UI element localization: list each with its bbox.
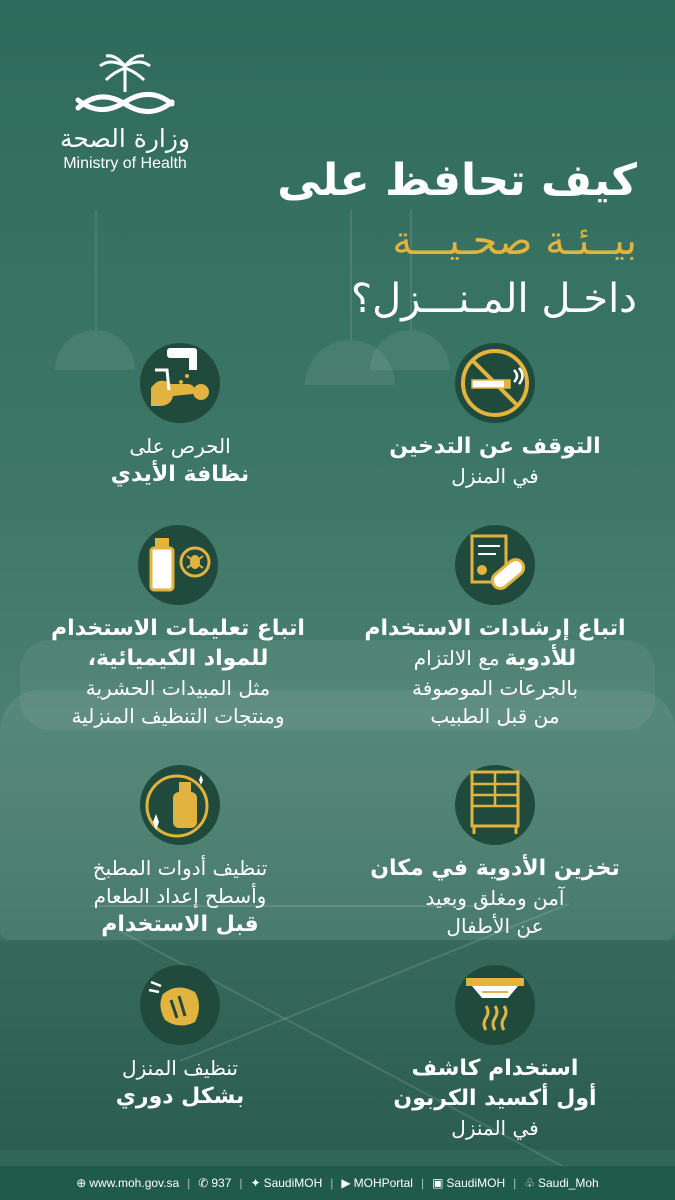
tip-text: من قبل الطبيب — [430, 704, 560, 728]
snapchat-icon: ♧ — [524, 1176, 535, 1190]
tip-chemicals — [18, 522, 338, 730]
cleaning-cloth-icon — [137, 962, 223, 1048]
tip-bold-text: نظافة الأيدي — [110, 462, 250, 487]
tip-text: بالجرعات الموصوفة — [411, 676, 579, 700]
ministry-logo — [40, 52, 210, 192]
tip-text: تنظيف أدوات المطبخ — [92, 856, 268, 880]
website-text: www.moh.gov.sa — [89, 1176, 180, 1190]
footer-youtube[interactable] — [341, 1176, 413, 1190]
tip-medicine-instructions — [345, 522, 645, 730]
tip-text: في المنزل — [451, 1116, 539, 1140]
footer-facebook[interactable] — [432, 1176, 505, 1190]
spray-insect-icon — [135, 522, 221, 608]
tip-text: مثل المبيدات الحشرية — [85, 676, 271, 700]
title-line-3: داخـل المـنـــزل؟ — [350, 276, 637, 322]
twitter-icon: ✦ — [250, 1176, 261, 1190]
divider: | — [187, 1176, 191, 1190]
saudi-emblem-icon — [70, 52, 180, 122]
tip-text: مع الالتزام — [413, 646, 500, 670]
tip-bold-text: أول أكسيد الكربون — [393, 1086, 597, 1111]
title-line-1: كيف تحافظ على — [277, 155, 637, 206]
facebook-icon: ▣ — [432, 1176, 444, 1190]
tip-hand-hygiene — [30, 340, 330, 490]
footer-snapchat[interactable] — [524, 1176, 598, 1190]
tip-text: في المنزل — [451, 464, 539, 488]
globe-icon: ⊕ — [76, 1176, 87, 1190]
tip-text: عن الأطفال — [446, 914, 544, 938]
divider: | — [330, 1176, 334, 1190]
tip-text: آمن ومغلق وبعيد — [425, 886, 565, 910]
title-line-2: بيــئـة صحـيـــة — [392, 218, 637, 264]
tip-text: وأسطح إعداد الطعام — [93, 884, 267, 908]
footer-twitter[interactable] — [251, 1176, 323, 1190]
tip-bold-text: قبل الاستخدام — [101, 912, 259, 937]
tip-bold-text: بشكل دوري — [115, 1084, 245, 1109]
youtube-text: MOHPortal — [353, 1176, 413, 1190]
tip-text: تنظيف المنزل — [122, 1056, 238, 1080]
pill-prescription-icon — [452, 522, 538, 608]
tip-bold-text: استخدام كاشف — [411, 1056, 579, 1081]
tip-text: الحرص على — [129, 434, 231, 458]
tip-bold-text: اتباع تعليمات الاستخدام — [51, 616, 305, 641]
page-title — [207, 150, 637, 328]
cleaning-bottle-icon — [137, 762, 223, 848]
footer-phone[interactable] — [198, 1176, 231, 1190]
logo-english-name: Ministry of Health — [63, 155, 187, 172]
no-smoking-icon — [452, 340, 538, 426]
tip-bold-text: اتباع إرشادات الاستخدام — [364, 616, 626, 641]
footer-contact-bar — [0, 1166, 675, 1200]
divider: | — [513, 1176, 517, 1190]
phone-icon: ✆ — [198, 1176, 209, 1190]
divider: | — [420, 1176, 425, 1190]
hand-washing-icon — [137, 340, 223, 426]
youtube-icon: ▶ — [341, 1176, 351, 1190]
tip-text: ومنتجات التنظيف المنزلية — [71, 704, 285, 728]
divider: | — [239, 1176, 243, 1190]
facebook-text: SaudiMOH — [446, 1176, 506, 1190]
snapchat-text: Saudi_Moh — [538, 1176, 599, 1190]
tip-kitchen-cleaning — [30, 762, 330, 940]
lamp-cord — [95, 210, 97, 330]
tip-stop-smoking — [345, 340, 645, 490]
tip-bold-text: تخزين الأدوية في مكان — [370, 856, 620, 881]
smoke-detector-icon — [452, 962, 538, 1048]
tip-bold-text: التوقف عن التدخين — [389, 434, 601, 459]
phone-text: 937 — [211, 1176, 232, 1190]
tip-storage — [345, 762, 645, 940]
twitter-text: SaudiMOH — [263, 1176, 323, 1190]
tip-bold-text: للمواد الكيميائية، — [87, 646, 269, 671]
tip-co-detector — [345, 962, 645, 1142]
tip-home-cleaning — [30, 962, 330, 1112]
footer-website[interactable] — [76, 1176, 179, 1190]
tip-bold-text: للأدوية — [504, 646, 577, 671]
logo-arabic-name: وزارة الصحة — [60, 124, 190, 153]
cabinet-icon — [452, 762, 538, 848]
